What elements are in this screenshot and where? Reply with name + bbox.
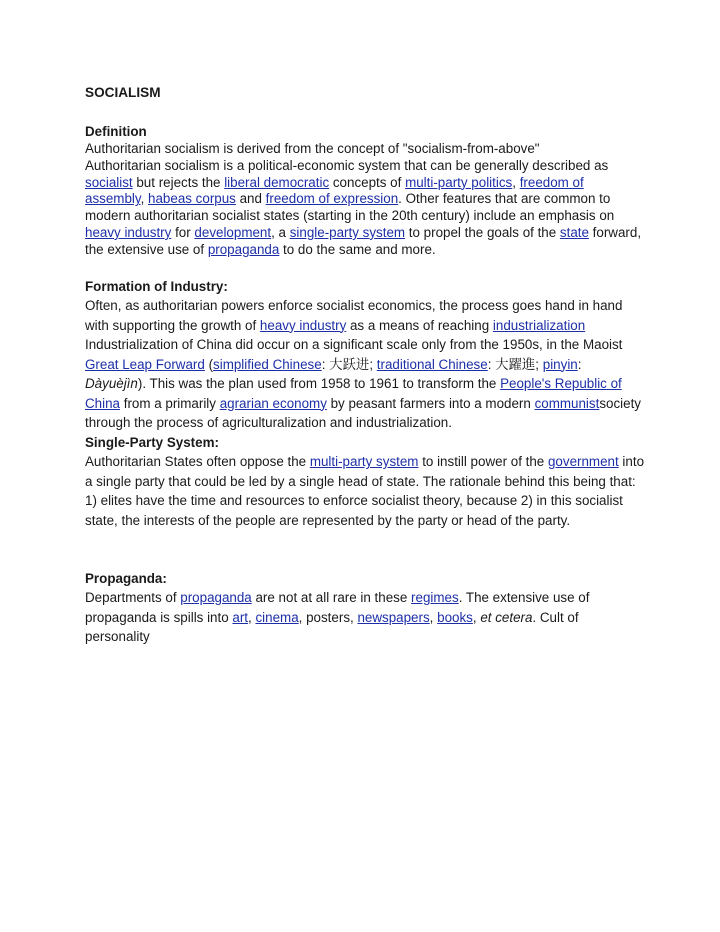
propaganda-text: Departments of [85,590,181,605]
definition-text: but rejects the [132,174,225,190]
link-freedom-of-assembly[interactable]: freedom of assembly [85,174,584,207]
industry-text: from a primarily [120,395,220,411]
link-heavy-industry[interactable]: heavy industry [259,317,347,333]
definition-text: forward, the extensive use of [85,224,642,257]
link-socialist[interactable]: socialist [85,174,133,190]
link-traditional-chinese[interactable]: traditional Chinese [376,356,488,372]
definition-heading: Definition [85,124,147,139]
link-art[interactable]: art [232,609,249,625]
propaganda-section [85,570,645,647]
single-party-heading: Single-Party System: [85,435,219,450]
link-habeas-corpus[interactable]: habeas corpus [148,191,236,207]
industry-text: Often, as authoritarian powers enforce socialist economics, the process goes hand in hand with supporting the growth of [85,298,623,333]
industry-text: : 大跃进; [321,356,377,372]
link-agrarian-economy[interactable]: agrarian economy [219,395,327,411]
link-books[interactable]: books [437,609,473,625]
propaganda-heading: Propaganda: [85,571,167,586]
propaganda-text: , posters, [298,609,358,625]
definition-text: , [512,174,520,190]
document-title: SOCIALISM [85,85,161,100]
definition-text: to do the same and more. [279,241,436,257]
industry-text: : [577,356,582,372]
definition-paragraph [85,141,645,259]
link-regimes[interactable]: regimes [411,590,459,605]
single-party-section [85,434,645,530]
link-multi-party-politics[interactable]: multi-party politics [405,174,513,190]
link-propaganda[interactable]: propaganda [180,590,252,605]
link-industrialization[interactable]: industrialization [492,317,586,333]
industry-text: ( [204,356,214,372]
definition-text: Authoritarian socialism is derived from the concept of "socialism-from-above" [85,141,540,156]
link-development[interactable]: development [194,224,272,240]
et-cetera-text: et cetera [480,609,533,625]
link-cinema[interactable]: cinema [255,609,299,625]
industry-heading: Formation of Industry: [85,279,228,294]
single-party-paragraph [85,452,645,530]
single-party-text: Authoritarian States often oppose the [85,454,310,469]
link-propaganda[interactable]: propaganda [207,241,280,257]
industry-text: society through the process of agriculturalization and industrialization. [85,395,641,430]
definition-text: , a [271,224,290,240]
link-freedom-of-expression[interactable]: freedom of expression [265,191,399,207]
propaganda-text: , [429,609,438,625]
industry-text: Industrialization of China did occur on a significant scale only from the 1950s, in the Maoist [85,337,623,352]
link-great-leap-forward[interactable]: Great Leap Forward [85,356,205,372]
definition-section [85,123,645,259]
propaganda-text: . The extensive use of propaganda is spills into [85,590,590,625]
pinyin-romanization: Dàyuèjìn [85,376,138,391]
definition-text: . Other features that are common to modern authoritarian socialist states (starting in the 20th century) include an emphasis on [85,191,615,224]
definition-text: and [235,191,266,207]
industry-paragraph [85,296,645,433]
definition-text: for [171,224,195,240]
definition-text: to propel the goals of the [405,224,560,240]
propaganda-text: . Cult of personality [85,609,579,644]
definition-text: Authoritarian socialism is a political-economic system that can be generally described as [85,157,609,173]
link-heavy-industry[interactable]: heavy industry [85,224,172,240]
industry-text: as a means of reaching [346,317,493,333]
industry-text: by peasant farmers into a modern [326,395,535,411]
link-liberal-democratic[interactable]: liberal democratic [224,174,330,190]
propaganda-text: , [248,609,256,625]
link-government[interactable]: government [547,454,619,469]
definition-text: concepts of [329,174,406,190]
industry-text: ). This was the plan used from 1958 to 1961 to transform the [137,376,501,391]
link-multi-party-system[interactable]: multi-party system [309,454,419,469]
link-newspapers[interactable]: newspapers [357,609,430,625]
link-pinyin[interactable]: pinyin [542,356,578,372]
link-peoples-republic-of-china[interactable]: People's Republic of China [85,376,622,411]
propaganda-text: , [472,609,481,625]
link-simplified-chinese[interactable]: simplified Chinese [213,356,322,372]
link-state[interactable]: state [559,224,589,240]
single-party-text: into a single party that could be led by a single head of state. The rationale behind this being that: 1) elites have the time and resources to enforce socialist theory, because 2) in this socialist state, the interests of the people are represented by the party or head of the party. [85,454,645,528]
industry-text: : 大躍進; [487,356,543,372]
link-single-party-system[interactable]: single-party system [289,224,406,240]
propaganda-paragraph [85,588,645,647]
industry-section [85,278,645,433]
propaganda-text: are not at all rare in these [251,590,412,605]
definition-text: , [140,191,149,207]
link-communist[interactable]: communist [534,395,600,411]
single-party-text: to instill power of the [418,454,548,469]
